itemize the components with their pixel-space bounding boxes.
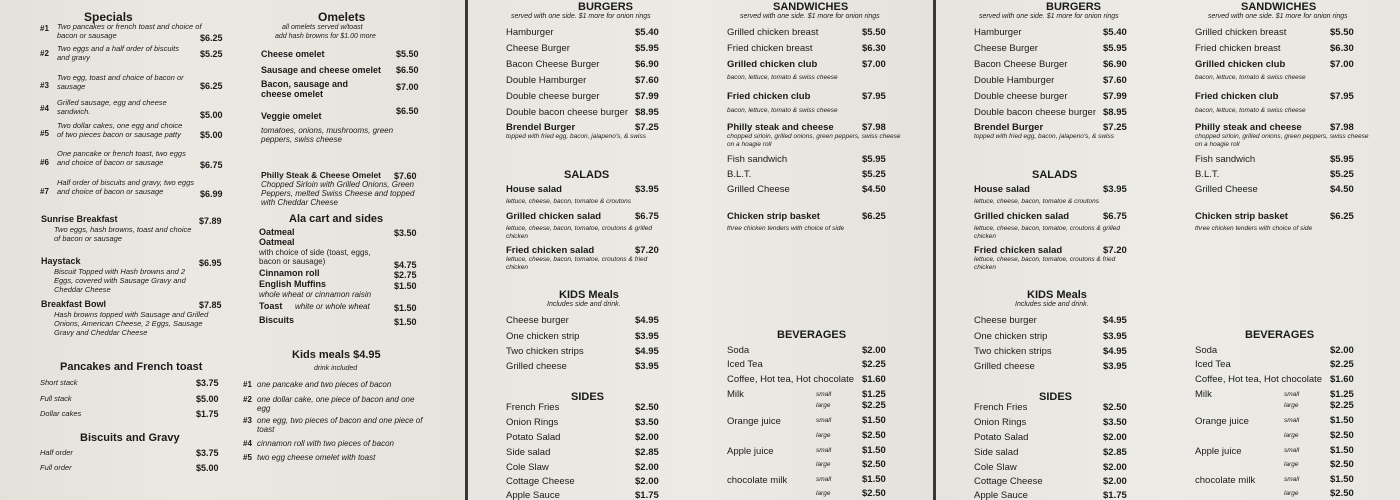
salad-desc: lettuce, cheese, bacon, tomatoe, croutons & fried chicken — [974, 256, 1116, 271]
side-item: Potato Salad — [974, 432, 1029, 443]
side-item: Cole Slaw — [974, 462, 1017, 473]
sandwich-price: $6.30 — [862, 43, 886, 54]
side-price: $2.85 — [635, 447, 659, 458]
burger-item: Bacon Cheese Burger — [506, 59, 600, 70]
pancake-price: $1.75 — [196, 409, 219, 419]
kids-item: Grilled cheese — [506, 361, 567, 372]
side-item: Cottage Cheese — [506, 476, 575, 487]
side-price: $2.50 — [635, 402, 659, 413]
omelets-note-2: add hash browns for $1.00 more — [275, 33, 376, 40]
sandwich-price: $4.50 — [862, 184, 886, 195]
salad-price: $7.20 — [1103, 245, 1127, 256]
kids-title: KIDS Meals — [559, 289, 619, 301]
pancake-price: $3.75 — [196, 378, 219, 388]
salad-desc: lettuce, cheese, bacon, tomatoe & croutons — [506, 198, 632, 205]
haystack-desc: Biscuit Topped with Hash browns and 2 Eggs, covered with Sausage Gravy and Cheddar Cheese — [54, 267, 186, 294]
size-small: small — [816, 417, 832, 424]
salad-price: $3.95 — [1103, 184, 1127, 195]
size-large: large — [816, 402, 831, 409]
alacart-item: Oatmeal — [259, 237, 295, 247]
side-price: $2.00 — [1103, 432, 1127, 443]
burger-price: $5.40 — [1103, 27, 1127, 38]
burger-price: $5.95 — [1103, 43, 1127, 54]
side-item: French Fries — [974, 402, 1028, 413]
side-item: Cottage Cheese — [974, 476, 1043, 487]
burgers-title: BURGERS — [578, 1, 634, 13]
haystack-price: $6.95 — [199, 258, 222, 268]
beverage-price: $1.50 — [1330, 445, 1354, 456]
kids-price: $3.95 — [635, 331, 659, 342]
beverage-item: Orange juice — [727, 416, 781, 427]
salads-title: SALADS — [564, 169, 610, 181]
brendel-burger: Brendel Burger — [974, 122, 1044, 133]
salad-desc: lettuce, cheese, bacon, tomatoe, croutons & grilled chicken — [506, 225, 652, 240]
lunch-menu-photo — [468, 0, 933, 500]
breakfast-bowl-price: $7.85 — [199, 300, 222, 310]
side-price: $1.75 — [1103, 490, 1127, 500]
beverage-price: $2.25 — [1330, 400, 1354, 411]
burger-price: $7.60 — [1103, 75, 1127, 86]
burger-item: Hamburger — [974, 27, 1022, 38]
beverages-title: BEVERAGES — [1245, 329, 1315, 341]
pancake-item: Full stack — [40, 394, 72, 403]
alacart-price: $1.50 — [394, 281, 417, 291]
size-large: large — [816, 461, 831, 468]
kids-item: Two chicken strips — [974, 346, 1052, 357]
alacart-price: $1.50 — [394, 317, 417, 327]
side-item: Apple Sauce — [506, 490, 560, 500]
sandwiches-note: served with one side. $1 more for onion rings — [740, 13, 880, 20]
beverage-price: $1.50 — [1330, 415, 1354, 426]
burger-item: Cheese Burger — [974, 43, 1038, 54]
beverage-price: $2.50 — [1330, 430, 1354, 441]
side-price: $1.75 — [635, 490, 659, 500]
sandwich-item: Grilled chicken breast — [1195, 27, 1287, 38]
kids-item: Cheese burger — [506, 315, 569, 326]
omelets-title: Omelets — [318, 10, 366, 24]
burger-item: Bacon Cheese Burger — [974, 59, 1068, 70]
sandwich-price: $6.25 — [1330, 211, 1354, 222]
beverage-price: $2.50 — [1330, 459, 1354, 470]
beverage-price: $2.25 — [1330, 359, 1354, 370]
burger-price: $6.90 — [1103, 59, 1127, 70]
kids-item: One chicken strip — [974, 331, 1048, 342]
omelet-price: $7.00 — [396, 82, 419, 92]
beverage-price: $2.25 — [862, 400, 886, 411]
side-item: Side salad — [506, 447, 551, 458]
sides-title: SIDES — [1039, 391, 1073, 403]
sandwich-price: $4.50 — [1330, 184, 1354, 195]
side-price: $2.85 — [1103, 447, 1127, 458]
burger-price: $8.95 — [635, 107, 659, 118]
sandwich-item: Chicken strip basket — [727, 211, 820, 222]
beverage-item: Apple juice — [727, 446, 774, 457]
omelet-item: Cheese omelet — [261, 49, 325, 59]
alacart-price: $1.50 — [394, 303, 417, 313]
omelet-price: $6.50 — [396, 106, 419, 116]
kids-price: $4.95 — [1103, 346, 1127, 357]
burger-item: Hamburger — [506, 27, 554, 38]
sunrise-desc: Two eggs, hash browns, toast and choice of bacon or sausage — [54, 225, 192, 243]
haystack: Haystack — [41, 256, 81, 266]
salad-item: Fried chicken salad — [974, 245, 1063, 256]
salad-item: House salad — [974, 184, 1030, 195]
side-price: $2.00 — [635, 462, 659, 473]
alacart-item: Oatmeal — [259, 227, 295, 237]
pancake-item: Short stack — [40, 378, 78, 387]
sandwiches-note: served with one side. $1 more for onion rings — [1208, 13, 1348, 20]
omelets-note-1: all omelets served w/toast — [282, 24, 363, 31]
side-item: French Fries — [506, 402, 560, 413]
brendel-desc: topped with fried egg, bacon, jalapeno's, & swiss — [974, 133, 1114, 140]
salad-item: House salad — [506, 184, 562, 195]
brendel-price: $7.25 — [635, 122, 659, 133]
salads-title: SALADS — [1032, 169, 1078, 181]
biscuits-price: $3.75 — [196, 448, 219, 458]
alacart-desc: whole wheat or cinnamon raisin — [259, 290, 372, 299]
breakfast-bowl: Breakfast Bowl — [41, 299, 107, 309]
alacart-item: Cinnamon roll — [259, 268, 320, 278]
sandwich-price: $5.95 — [862, 154, 886, 165]
sandwich-price: $6.25 — [862, 211, 886, 222]
beverage-price: $2.50 — [1330, 488, 1354, 499]
sandwich-item: Fish sandwich — [1195, 154, 1256, 165]
pancake-price: $5.00 — [196, 394, 219, 404]
brendel-price: $7.25 — [1103, 122, 1127, 133]
salad-price: $7.20 — [635, 245, 659, 256]
kids-title: KIDS Meals — [1027, 289, 1087, 301]
breakfast-bowl-desc: Hash browns topped with Sausage and Grilled Onions, American Cheese, 2 Eggs, Sausage Gravy and Cheddar Cheese — [54, 310, 209, 337]
alacart-price: $4.75 — [394, 260, 417, 270]
beverage-item: Coffee, Hot tea, Hot chocolate — [1195, 374, 1323, 385]
side-price: $2.00 — [1103, 476, 1127, 487]
beverage-item: chocolate milk — [727, 475, 788, 486]
sandwich-item: Fish sandwich — [727, 154, 788, 165]
beverage-item: Apple juice — [1195, 446, 1242, 457]
salad-item: Fried chicken salad — [506, 245, 595, 256]
size-small: small — [816, 476, 832, 483]
sandwich-price: $6.30 — [1330, 43, 1354, 54]
alacart-item: Biscuits — [259, 315, 295, 325]
brendel-desc: topped with fried egg, bacon, jalapeno's, & swiss — [506, 133, 646, 140]
size-small: small — [816, 391, 832, 398]
omelet-item: Sausage and cheese omelet — [261, 65, 382, 75]
sandwich-price: $7.98 — [862, 122, 886, 133]
kids-note: Includes side and drink. — [1015, 301, 1089, 308]
sandwiches-title: SANDWICHES — [1241, 1, 1317, 13]
biscuits-item: Full order — [40, 463, 72, 472]
sandwich-price: $7.95 — [862, 91, 886, 102]
beverage-price: $2.50 — [862, 459, 886, 470]
sandwiches-title: SANDWICHES — [773, 1, 849, 13]
salad-item: Grilled chicken salad — [506, 211, 602, 222]
kids-item: Cheese burger — [974, 315, 1037, 326]
size-small: small — [1284, 417, 1300, 424]
beverage-price: $2.25 — [862, 359, 886, 370]
burger-price: $5.95 — [635, 43, 659, 54]
sides-title: SIDES — [571, 391, 605, 403]
size-large: large — [816, 490, 831, 497]
sandwich-desc: bacon, lettuce, tomato & swiss cheese — [727, 107, 838, 114]
beverage-price: $2.00 — [862, 345, 886, 356]
alacart-desc: with choice of side (toast, eggs, bacon or sausage) — [259, 248, 371, 266]
beverage-price: $1.50 — [862, 415, 886, 426]
alacart-item: Toast — [259, 301, 283, 311]
sandwich-price: $7.00 — [1330, 59, 1354, 70]
beverage-price: $1.60 — [1330, 374, 1354, 385]
side-price: $3.50 — [635, 417, 659, 428]
burger-item: Double bacon cheese burger — [506, 107, 629, 118]
kids-price: $4.95 — [635, 346, 659, 357]
salad-price: $3.95 — [635, 184, 659, 195]
kids-price: $4.95 — [635, 315, 659, 326]
beverage-price: $1.60 — [862, 374, 886, 385]
burger-price: $7.60 — [635, 75, 659, 86]
sandwich-desc: bacon, lettuce, tomato & swiss cheese — [727, 74, 838, 81]
size-small: small — [816, 447, 832, 454]
veggie-desc: tomatoes, onions, mushrooms, green peppers, swiss cheese — [261, 126, 394, 144]
salad-price: $6.75 — [1103, 211, 1127, 222]
side-item: Potato Salad — [506, 432, 561, 443]
burger-price: $8.95 — [1103, 107, 1127, 118]
sandwich-price: $7.00 — [862, 59, 886, 70]
side-price: $2.00 — [635, 432, 659, 443]
biscuits-gravy-title: Biscuits and Gravy — [80, 432, 180, 444]
side-price: $2.00 — [1103, 462, 1127, 473]
kids-price: $3.95 — [1103, 331, 1127, 342]
sandwich-desc: three chicken tenders with choice of side — [727, 225, 845, 232]
beverage-item: chocolate milk — [1195, 475, 1256, 486]
beverage-price: $1.25 — [862, 389, 886, 400]
beverages-title: BEVERAGES — [777, 329, 847, 341]
alacart-item: English Muffins — [259, 279, 326, 289]
salad-desc: lettuce, cheese, bacon, tomatoe, croutons & fried chicken — [506, 256, 648, 271]
omelet-item: Bacon, sausage and cheese omelet — [261, 79, 349, 99]
burger-item: Double Hamburger — [974, 75, 1055, 86]
burger-item: Double cheese burger — [974, 91, 1068, 102]
side-item: Onion Rings — [974, 417, 1027, 428]
pancakes-title: Pancakes and French toast — [60, 361, 203, 373]
alacart-desc: white or whole wheat — [295, 302, 370, 311]
sandwich-item: Grilled chicken club — [1195, 59, 1286, 70]
sandwich-price: $7.95 — [1330, 91, 1354, 102]
kids-price: $3.95 — [635, 361, 659, 372]
sandwich-item: Grilled chicken club — [727, 59, 818, 70]
sandwich-desc: bacon, lettuce, tomato & swiss cheese — [1195, 74, 1306, 81]
burgers-note: served with one side. $1 more for onion rings — [511, 13, 651, 20]
beverage-price: $1.50 — [862, 474, 886, 485]
philly-omelet-price: $7.60 — [394, 171, 417, 181]
beverage-item: Coffee, Hot tea, Hot chocolate — [727, 374, 855, 385]
size-large: large — [1284, 432, 1299, 439]
sandwich-desc: bacon, lettuce, tomato & swiss cheese — [1195, 107, 1306, 114]
kids-meals-note: drink included — [314, 365, 358, 372]
lunch-menu-photo-copy — [936, 0, 1400, 500]
specials-title: Specials — [84, 10, 133, 24]
philly-omelet: Philly Steak & Cheese Omelet — [261, 170, 381, 180]
size-large: large — [1284, 402, 1299, 409]
alacart-title: Ala cart and sides — [289, 213, 384, 225]
sandwich-price: $5.50 — [862, 27, 886, 38]
kids-item: Two chicken strips — [506, 346, 584, 357]
sandwich-item: Grilled Cheese — [727, 184, 790, 195]
pancake-item: Dollar cakes — [40, 409, 82, 418]
sandwich-price: $5.95 — [1330, 154, 1354, 165]
sandwich-item: Grilled Cheese — [1195, 184, 1258, 195]
sandwich-item: Fried chicken breast — [1195, 43, 1281, 54]
burger-price: $5.40 — [635, 27, 659, 38]
sandwich-item: Chicken strip basket — [1195, 211, 1288, 222]
beverage-item: Milk — [727, 389, 744, 400]
burger-price: $7.99 — [1103, 91, 1127, 102]
kids-price: $4.95 — [1103, 315, 1127, 326]
sandwich-price: $5.25 — [862, 169, 886, 180]
beverage-price: $1.50 — [1330, 474, 1354, 485]
beverage-price: $2.50 — [862, 430, 886, 441]
sandwich-item: Grilled chicken breast — [727, 27, 819, 38]
sandwich-item: Fried chicken club — [727, 91, 811, 102]
burger-price: $7.99 — [635, 91, 659, 102]
burger-item: Double Hamburger — [506, 75, 587, 86]
beverage-price: $2.00 — [1330, 345, 1354, 356]
beverage-item: Iced Tea — [727, 359, 763, 370]
omelet-price: $5.50 — [396, 49, 419, 59]
beverage-item: Orange juice — [1195, 416, 1249, 427]
kids-item: One chicken strip — [506, 331, 580, 342]
side-item: Onion Rings — [506, 417, 559, 428]
beverage-price: $1.50 — [862, 445, 886, 456]
alacart-price: $2.75 — [394, 270, 417, 280]
sandwich-item: Fried chicken breast — [727, 43, 813, 54]
sandwich-price: $7.98 — [1330, 122, 1354, 133]
side-price: $3.50 — [1103, 417, 1127, 428]
salad-desc: lettuce, cheese, bacon, tomatoe, croutons & grilled chicken — [974, 225, 1120, 240]
burger-item: Double bacon cheese burger — [974, 107, 1097, 118]
sunrise-breakfast: Sunrise Breakfast — [41, 214, 118, 224]
kids-note: Includes side and drink. — [547, 301, 621, 308]
alacart-price: $3.50 — [394, 228, 417, 238]
size-small: small — [1284, 476, 1300, 483]
brendel-burger: Brendel Burger — [506, 122, 576, 133]
beverage-price: $1.25 — [1330, 389, 1354, 400]
sandwich-price: $5.50 — [1330, 27, 1354, 38]
sandwich-price: $5.25 — [1330, 169, 1354, 180]
breakfast-menu-photo: Specials #1 Two pancakes or french toast and choice of bacon or sausage $6.25 #2 Two eggs and a half order of biscuits and gravy $5.25 #3 Two egg, toast and choice of bacon or sausage $6.25 #4 Grilled sausage, egg and cheese sandwich. $5.00 #5 Two dollar cakes, one egg and choice of two pieces bacon or sausage patty $5.00 #6 One pancake or french toast, two eggs and choice of bacon or sausage $6.75 #7 Half order of biscuits and gravy, two eggs and choice of bacon or sausage $6.99 Sunrise Breakfast $7.89 Two eggs, hash browns, toast and choice of bacon or sausage Haystack $6.95 Biscuit Topped with Hash browns and 2 Eggs, covered with Sausage Gravy and Cheddar Cheese Breakfast Bowl $7.85 Hash browns topped with Sausage and Grilled Onions, American Cheese, 2 Eggs, Sausage Gravy and Cheddar Cheese Pancakes and French toast Short stack $3.75 Full stack $5.00 Dollar cakes $1.75 Biscuits and Gravy Half order $3.75 Full order $5.00 Omelets all omelets served w/toast add hash browns for $1.00 more Cheese omelet $5.50 Sausage and cheese omelet $6.50 Bacon, sausage and cheese omelet $7.00 Veggie omelet $6.50 tomatoes, onions, mushrooms, green peppers, swiss cheese Philly Steak & Cheese Omelet $7.60 Chopped Sirloin with Grilled Onions, Green Peppers, melted Swiss Cheese and topped with Cheddar Cheese Ala cart and sides Oatmeal $3.50 Oatmeal with choice of side (toast, eggs, bacon or sausage) $4.75 Cinnamon roll $2.75 English Muffins $1.50 whole wheat or cinnamon raisin Toast white or whole wheat $1.50 Biscuits $1.50 Kids meals $4.95 drink included #1 one pancake and two pieces of bacon #2 one dollar cake, one piece of bacon and one egg #3 one egg, two pieces of bacon and one piece of toast #4 cinnamon roll with two pieces of bacon #5 two egg cheese omelet with toast — [0, 0, 465, 500]
side-item: Apple Sauce — [974, 490, 1028, 500]
kids-meals-title: Kids meals $4.95 — [292, 349, 381, 361]
sandwich-item: Fried chicken club — [1195, 91, 1279, 102]
side-price: $2.50 — [1103, 402, 1127, 413]
sandwich-item: B.L.T. — [1195, 169, 1220, 180]
beverage-item: Soda — [727, 345, 750, 356]
beverage-item: Soda — [1195, 345, 1218, 356]
omelet-price: $6.50 — [396, 65, 419, 75]
sandwich-item: Philly steak and cheese — [727, 122, 834, 133]
burger-item: Double cheese burger — [506, 91, 600, 102]
side-item: Cole Slaw — [506, 462, 549, 473]
burgers-title: BURGERS — [1046, 1, 1102, 13]
sandwich-desc: chopped sirloin, grilled onions, green peppers, swiss cheese on a hoagie roll — [1195, 133, 1369, 148]
side-price: $2.00 — [635, 476, 659, 487]
size-large: large — [1284, 461, 1299, 468]
sunrise-price: $7.89 — [199, 216, 222, 226]
biscuits-price: $5.00 — [196, 463, 219, 473]
side-item: Side salad — [974, 447, 1019, 458]
biscuits-item: Half order — [40, 448, 73, 457]
beverage-item: Iced Tea — [1195, 359, 1231, 370]
sandwich-item: Philly steak and cheese — [1195, 122, 1302, 133]
size-small: small — [1284, 391, 1300, 398]
omelet-item: Veggie omelet — [261, 111, 322, 121]
sandwich-item: B.L.T. — [727, 169, 752, 180]
sandwich-desc: chopped sirloin, grilled onions, green peppers, swiss cheese on a hoagie roll — [727, 133, 901, 148]
sandwich-desc: three chicken tenders with choice of side — [1195, 225, 1313, 232]
salad-item: Grilled chicken salad — [974, 211, 1070, 222]
burgers-note: served with one side. $1 more for onion rings — [979, 13, 1119, 20]
beverage-price: $2.50 — [862, 488, 886, 499]
kids-price: $3.95 — [1103, 361, 1127, 372]
size-large: large — [1284, 490, 1299, 497]
kids-item: Grilled cheese — [974, 361, 1035, 372]
size-large: large — [816, 432, 831, 439]
size-small: small — [1284, 447, 1300, 454]
philly-omelet-desc: Chopped Sirloin with Grilled Onions, Green Peppers, melted Swiss Cheese and topped with Cheddar Cheese — [261, 180, 415, 207]
burger-item: Cheese Burger — [506, 43, 570, 54]
beverage-item: Milk — [1195, 389, 1212, 400]
burger-price: $6.90 — [635, 59, 659, 70]
salad-price: $6.75 — [635, 211, 659, 222]
salad-desc: lettuce, cheese, bacon, tomatoe & croutons — [974, 198, 1100, 205]
